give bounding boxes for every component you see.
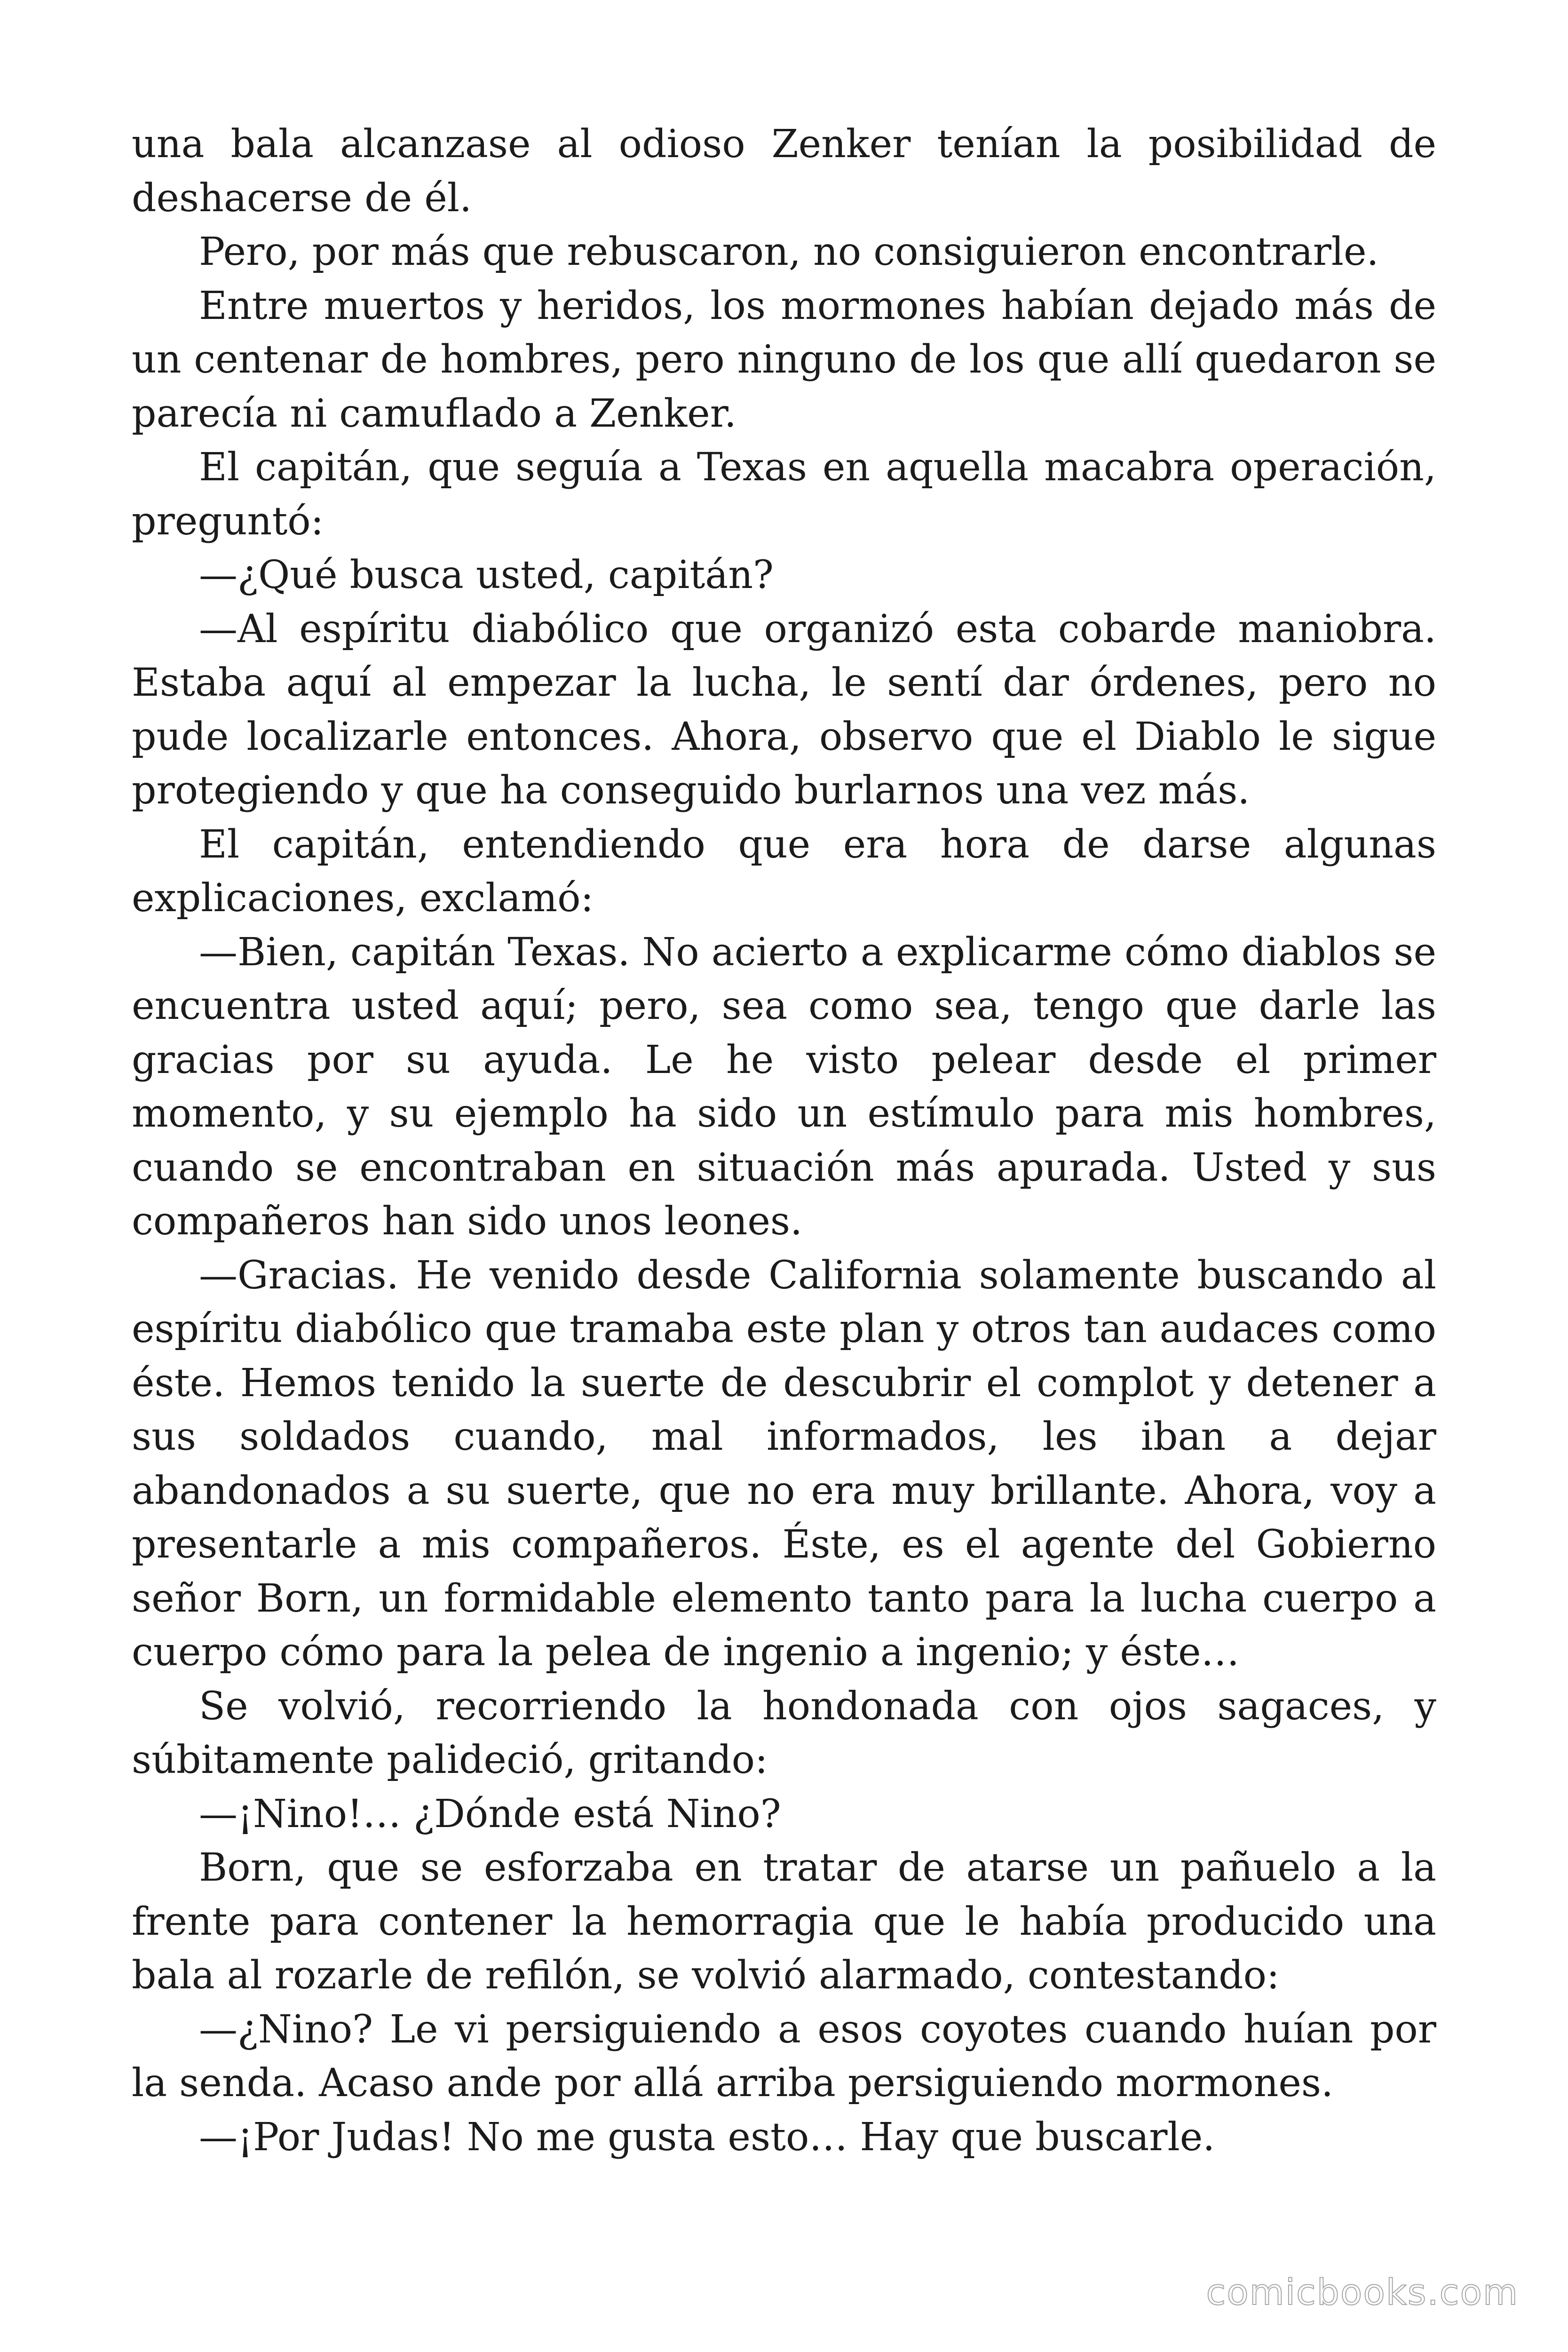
paragraph: —Al espíritu diabólico que organizó esta cobarde maniobra. Estaba aquí al empezar la lucha, le sentí dar órdenes, pero no pude localizarle entonces. Ahora, observo que el Diablo le sigue protegiendo y que ha conseguido burlarnos una vez más. [132, 606, 1436, 813]
paragraph: Entre muertos y heridos, los mormones habían dejado más de un centenar de hombres, pero ninguno de los que allí quedaron se parecía ni camuflado a Zenker. [132, 283, 1436, 436]
paragraph: —¿Qué busca usted, capitán? [199, 553, 774, 597]
paragraph: El capitán, que seguía a Texas en aquella macabra operación, preguntó: [132, 445, 1436, 544]
page-text [132, 118, 1436, 2164]
paragraph: Born, que se esforzaba en tratar de atarse un pañuelo a la frente para contener la hemorragia que le había producido una bala al rozarle de refilón, se volvió alarmado, contestando: [132, 1845, 1436, 1998]
paragraph: una bala alcanzase al odioso Zenker tenían la posibilidad de deshacerse de él. [132, 122, 1436, 221]
paragraph: —Bien, capitán Texas. No acierto a explicarme cómo diablos se encuentra usted aquí; pero, sea como sea, tengo que darle las gracias por su ayuda. Le he visto pelear desde el primer momento, y su ejemplo ha sido un estímulo para mis hombres, cuando se encontraban en situación más apurada. Usted y sus compañeros han sido unos leones. [132, 930, 1436, 1244]
paragraph: —¿Nino? Le vi persiguiendo a esos coyotes cuando huían por la senda. Acaso ande por allá arriba persiguiendo mormones. [132, 2007, 1436, 2106]
watermark: comicbooks.com [1206, 2271, 1519, 2313]
paragraph: —Gracias. He venido desde California solamente buscando al espíritu diabólico que tramaba este plan y otros tan audaces como éste. Hemos tenido la suerte de descubrir el complot y detener a sus soldados cuando, mal informados, les iban a dejar abandonados a su suerte, que no era muy brillante. Ahora, voy a presentarle a mis compañeros. Éste, es el agente del Gobierno señor Born, un formidable elemento tanto para la lucha cuerpo a cuerpo cómo para la pelea de ingenio a ingenio; y éste… [132, 1253, 1436, 1675]
paragraph: —¡Por Judas! No me gusta esto… Hay que buscarle. [199, 2114, 1215, 2160]
paragraph: —¡Nino!… ¿Dónde está Nino? [199, 1791, 781, 1836]
paragraph: Pero, por más que rebuscaron, no consiguieron encontrarle. [199, 230, 1379, 274]
paragraph: Se volvió, recorriendo la hondonada con ojos sagaces, y súbitamente palideció, gritando: [132, 1684, 1436, 1782]
paragraph: El capitán, entendiendo que era hora de darse algunas explicaciones, exclamó: [132, 822, 1436, 921]
